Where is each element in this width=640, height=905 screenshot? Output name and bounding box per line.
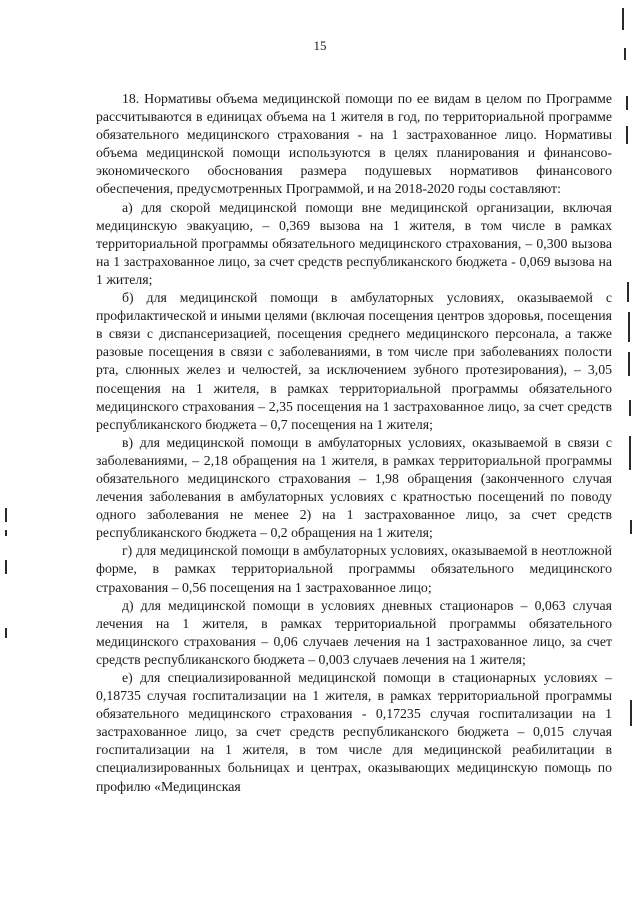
scan-edge-mark <box>629 400 631 416</box>
paragraph-intro: 18. Нормативы объема медицинской помощи по ее видам в целом по Программе рассчитываются в единицах объема на 1 жителя в год, по территориальной программе обязательного медицинского страхования - на 1 застрахованное лицо. Нормативы объема медицинской помощи используются в целях планирования и финансово-экономического обоснования размера подушевых нормативов финансового обеспечения, предусмотренных Программой, и на 2018-2020 годы составляют: <box>96 91 612 197</box>
scan-edge-mark <box>627 282 629 302</box>
scan-edge-mark <box>629 436 631 470</box>
paragraph-item-g: г) для медицинской помощи в амбулаторных условиях, оказываемой в неотложной форме, в рамках территориальной программы обязательного медицинского страхования – 0,56 посещения на 1 застрахованное лицо; <box>96 543 612 595</box>
scan-edge-mark <box>628 352 630 376</box>
scan-edge-mark <box>622 8 624 30</box>
document-body <box>96 90 612 796</box>
scan-edge-mark <box>5 530 7 536</box>
paragraph-item-b: б) для медицинской помощи в амбулаторных условиях, оказываемой с профилактической и иными целями (включая посещения центров здоровья, посещения в связи с диспансеризацией, посещения среднего медицинского персонала, а также разовые посещения в связи с заболеваниями, в том числе при заболеваниях полости рта, слюнных желез и челюстей, за исключением зубного протезирования), – 3,05 посещения на 1 жителя, в рамках территориальной программы обязательного медицинского страхования – 2,35 посещения на 1 застрахованное лицо, за счет средств республиканского бюджета – 0,7 посещения на 1 жителя; <box>96 290 612 432</box>
scan-edge-mark <box>5 628 7 638</box>
paragraph-item-a: а) для скорой медицинской помощи вне медицинской организации, включая медицинскую эвакуацию, – 0,369 вызова на 1 жителя, в том числе в рамках территориальной программы обязательного медицинского страхования, – 0,300 вызова на 1 застрахованное лицо, за счет средств республиканского бюджета - 0,069 вызова на 1 жителя; <box>96 199 612 287</box>
scan-edge-mark <box>5 508 7 522</box>
paragraph-item-v: в) для медицинской помощи в амбулаторных условиях, оказываемой в связи с заболеваниями, – 2,18 обращения на 1 жителя, в рамках территориальной программы обязательного медицинского страхования – 1,98 обращения (законченного случая лечения заболевания в амбулаторных условиях с кратностью посещений по поводу одного заболевания не менее 2) на 1 застрахованное лицо, за счет средств республиканского бюджета – 0,2 обращения на 1 жителя; <box>96 434 612 541</box>
scan-edge-mark <box>626 96 628 110</box>
scan-edge-mark <box>624 48 626 60</box>
scan-edge-mark <box>626 126 628 144</box>
paragraph-item-e: е) для специализированной медицинской помощи в стационарных условиях – 0,18735 случая госпитализации на 1 жителя, в рамках территориальной программы обязательного медицинского страхования - 0,17235 случая госпитализации на 1 застрахованное лицо, за счет средств республиканского бюджета – 0,015 случая госпитализации на 1 жителя, в том числе для медицинской реабилитации в специализированных больницах и центрах, оказывающих медицинскую помощь по профилю «Медицинская <box>96 670 612 794</box>
scan-edge-mark <box>630 700 632 726</box>
scan-edge-mark <box>630 520 632 534</box>
scan-edge-mark <box>628 312 630 342</box>
scan-edge-mark <box>5 560 7 574</box>
page-number: 15 <box>313 38 327 53</box>
paragraph-item-d: д) для медицинской помощи в условиях дневных стационаров – 0,063 случая лечения на 1 жителя, в рамках территориальной программы обязательного медицинского страхования – 0,06 случаев лечения на 1 застрахованное лицо, за счет средств республиканского бюджета – 0,003 случаев лечения на 1 жителя; <box>96 597 612 667</box>
